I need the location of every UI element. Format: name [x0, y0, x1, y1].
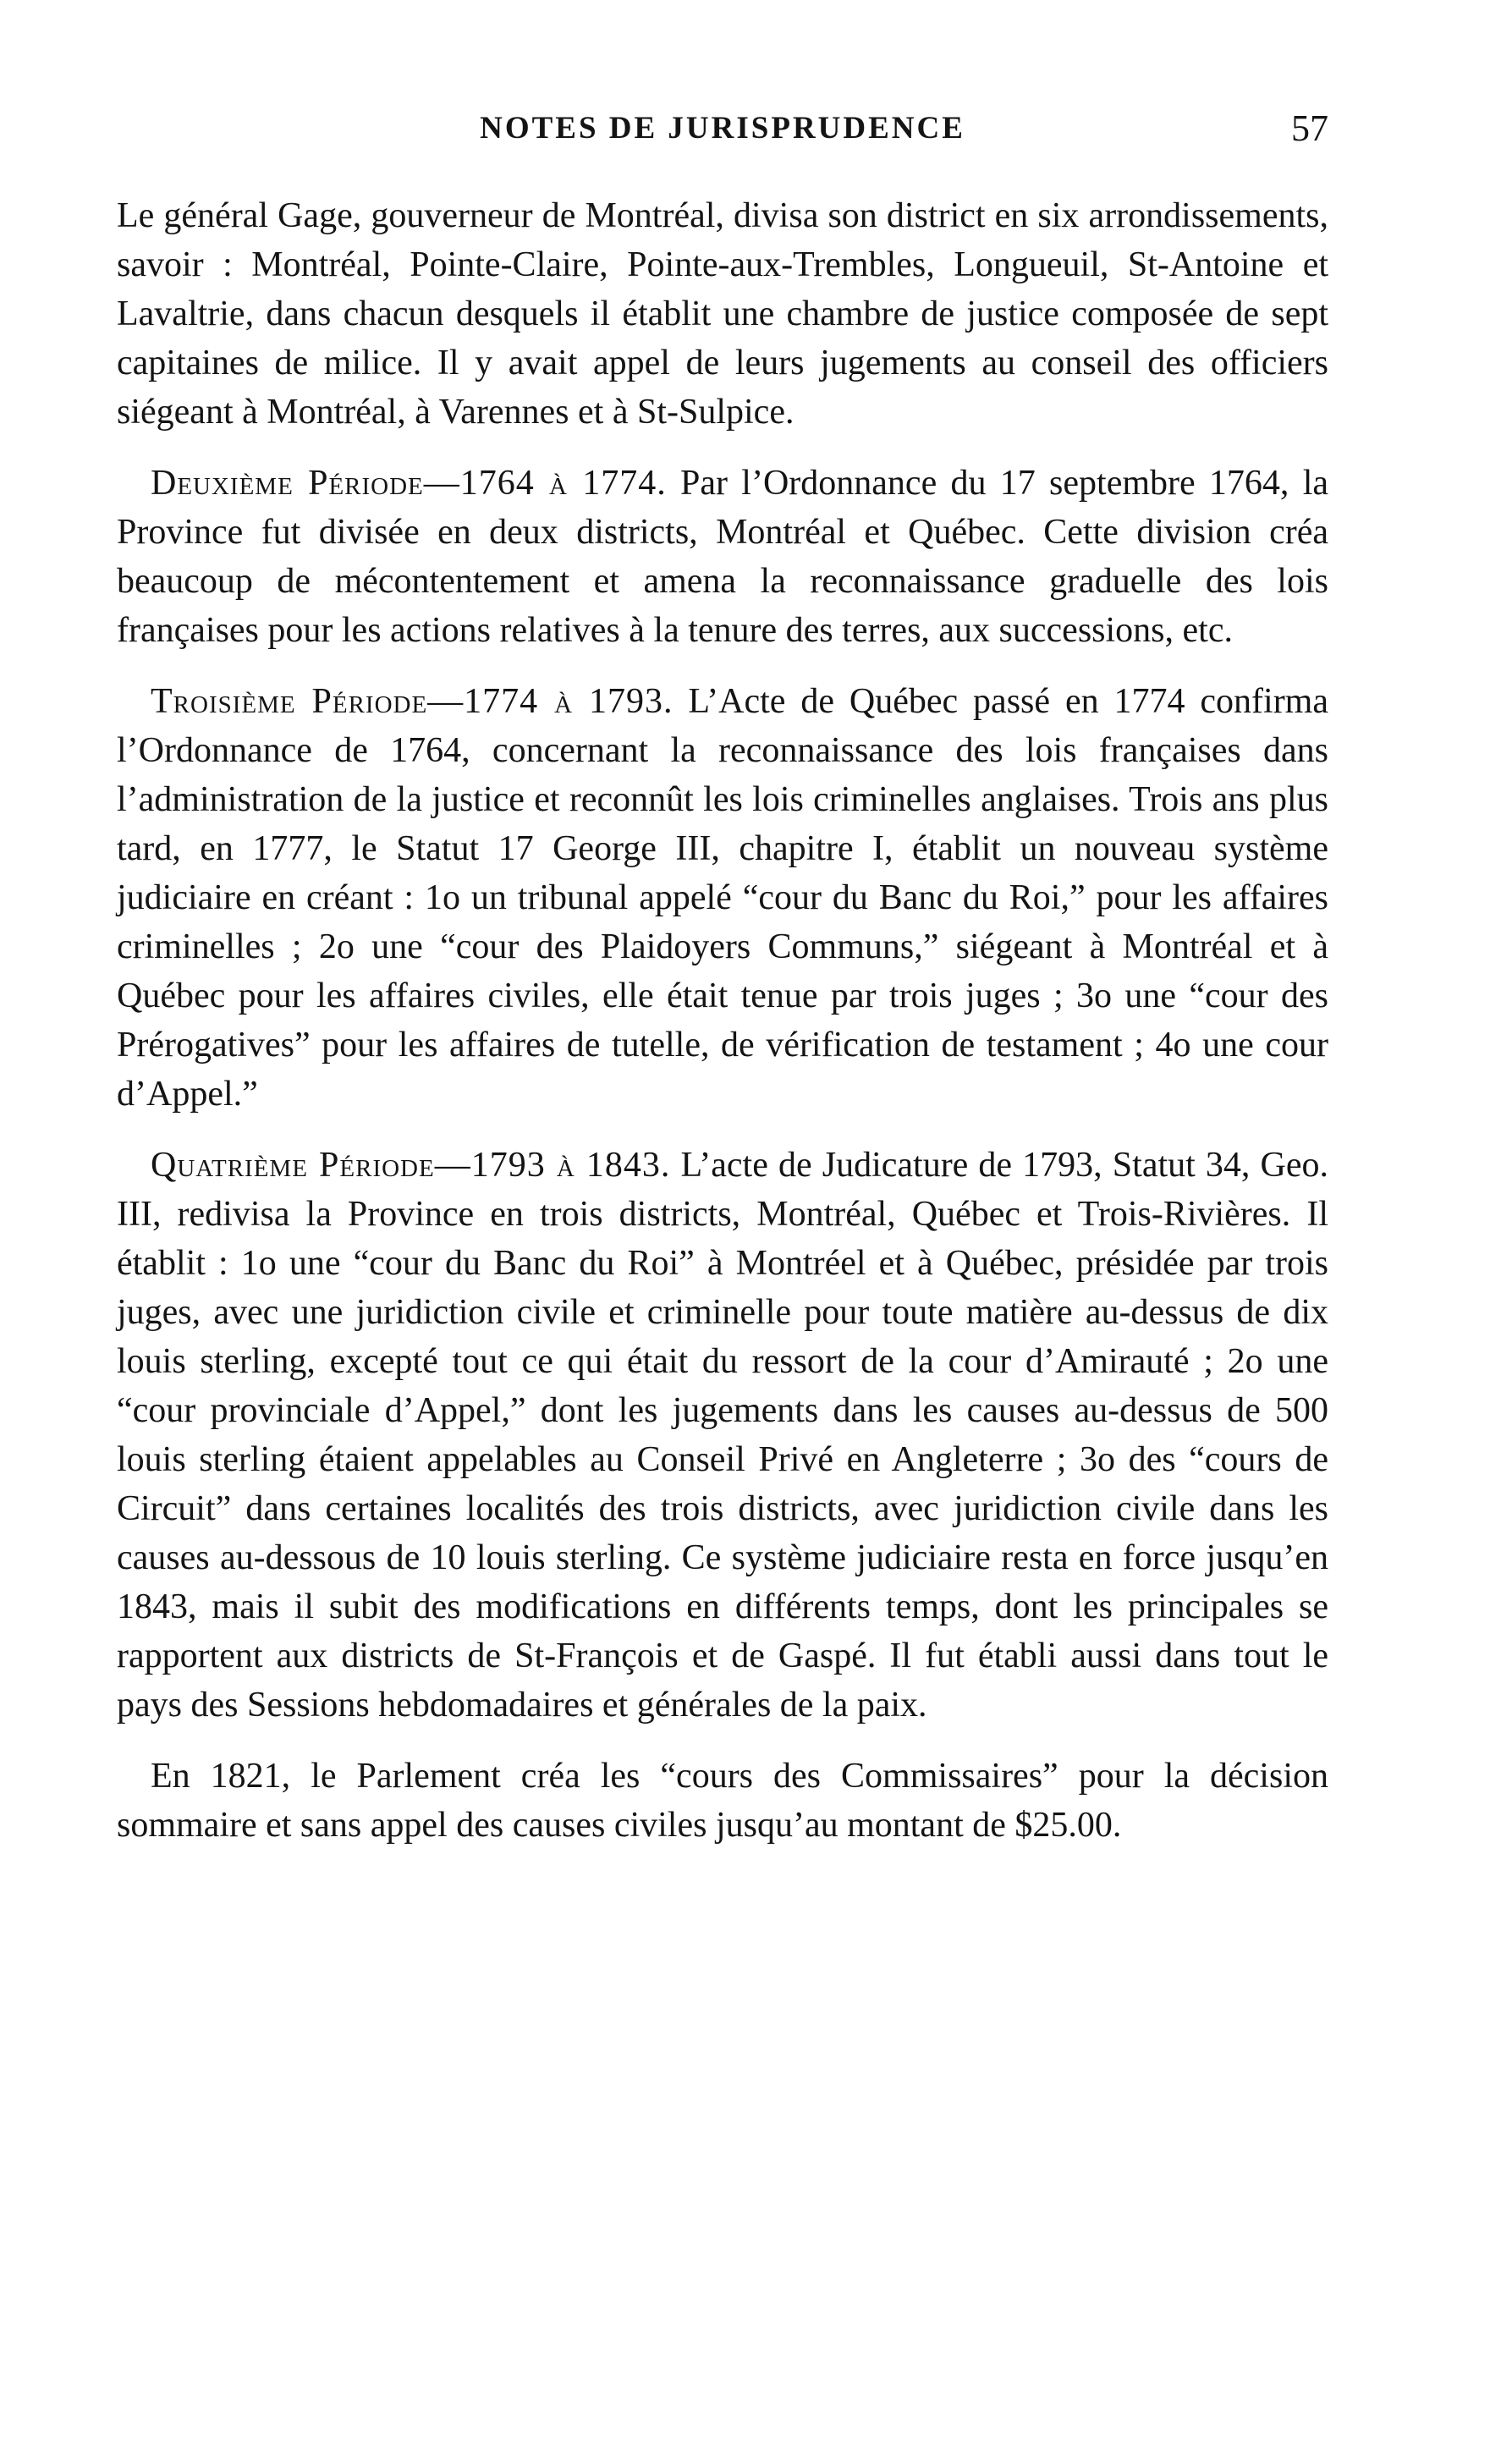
paragraph-text: Par l’Ordonnance du 17 septembre 1764, la Province fut divisée en deux districts, Montréal et Québec. Cette division créa beaucoup de mécontentement et amena la reconnaissance graduelle des lois françaises pour les actions relatives à la tenure des terres, aux successions, etc. [117, 464, 1329, 650]
paragraph-text: Le général Gage, gouverneur de Montréal, divisa son district en six arrondissements, savoir : Montréal, Pointe-Claire, Pointe-aux-Trembles, Longueuil, St-Antoine et Lavaltrie, dans chacun desquels il établit une chambre de justice composée de sept capitaines de milice. Il y avait appel de leurs jugements au conseil des officiers siégeant à Montréal, à Varennes et à St-Sulpice. [117, 196, 1328, 432]
period-heading: Troisième Période—1774 à 1793. [151, 682, 674, 721]
page-number: 57 [1291, 107, 1328, 149]
paragraph-troisieme-periode [117, 677, 1328, 1119]
paragraph-general-gage [117, 191, 1328, 437]
paragraph-text: En 1821, le Parlement créa les “cours des Commissaires” pour la décision sommaire et sans appel des causes civiles jusqu’au montant de $25.00. [117, 1757, 1328, 1845]
running-title: NOTES DE JURISPRUDENCE [480, 111, 965, 146]
paragraph-text: L’acte de Judicature de 1793, Statut 34, Geo. III, redivisa la Province en trois districts, Montréal, Québec et Trois-Rivières. Il établit : 1o une “cour du Banc du Roi” à Montréel et à Québec, présidée par trois juges, avec une juridiction civile et criminelle pour toute matière au-dessus de dix louis sterling, excepté tout ce qui était du ressort de la cour d’Amirauté ; 2o une “cour provinciale d’Appel,” dont les jugements dans les causes au-dessus de 500 louis sterling étaient appelables au Conseil Privé en Angleterre ; 3o des “cours de Circuit” dans certaines localités des trois districts, avec juridiction civile dans les causes au-dessous de 10 louis sterling. Ce système judiciaire resta en force jusqu’en 1843, mais il subit des modifications en différents temps, dont les principales se rapportent aux districts de St-François et de Gaspé. Il fut établi aussi dans tout le pays des Sessions hebdomadaires et générales de la paix. [117, 1146, 1328, 1725]
paragraph-text: L’Acte de Québec passé en 1774 confirma l’Ordonnance de 1764, concernant la reconnaissance des lois françaises dans l’administration de la justice et reconnût les lois criminelles anglaises. Trois ans plus tard, en 1777, le Statut 17 George III, chapitre I, établit un nouveau système judiciaire en créant : 1o un tribunal appelé “cour du Banc du Roi,” pour les affaires criminelles ; 2o une “cour des Plaidoyers Communs,” siégeant à Montréal et à Québec pour les affaires civiles, elle était tenue par trois juges ; 3o une “cour des Prérogatives” pour les affaires de tutelle, de vérification de testament ; 4o une cour d’Appel.” [117, 682, 1328, 1114]
book-page [117, 107, 1329, 1850]
paragraph-commissaires [117, 1752, 1328, 1850]
running-header [117, 107, 1328, 161]
period-heading: Deuxième Période—1764 à 1774. [151, 464, 667, 503]
period-heading: Quatrième Période—1793 à 1843. [151, 1146, 671, 1185]
paragraph-quatrieme-periode [117, 1141, 1328, 1730]
paragraph-deuxieme-periode [117, 459, 1328, 655]
